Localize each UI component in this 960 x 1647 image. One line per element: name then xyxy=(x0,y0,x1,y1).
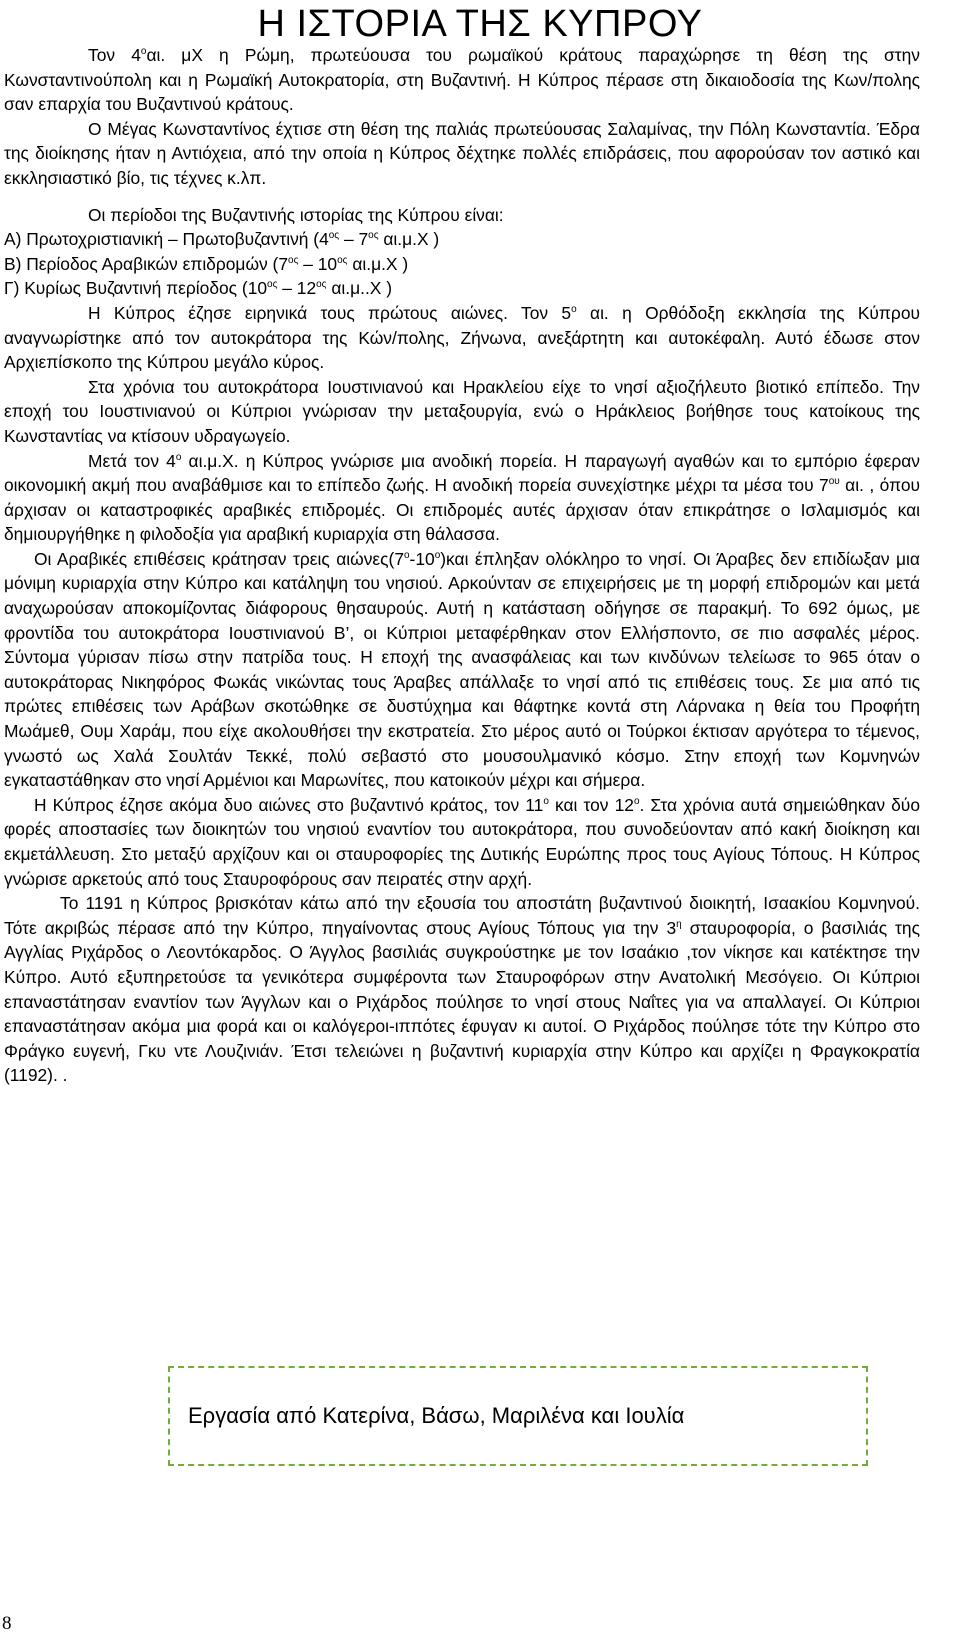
paragraph-8 xyxy=(4,891,920,1088)
text-span: αι. η Ορθόδοξη εκκλησία της Κύπρου αναγνωρίστηκε από τον αυτοκράτορα της Κών/πολης, Ζήνωνα, ανεξάρτητη και αυτοκέφαλη. Αυτό έδωσε στον Αρχιεπίσκοπο της Κύπρου μεγάλο κύρος. xyxy=(4,302,920,373)
text-span: Η Κύπρος έζησε ακόμα δυο αιώνες στο βυζαντινό κράτος, τον 11 xyxy=(34,794,544,815)
superscript: ο xyxy=(175,451,182,463)
superscript: ος xyxy=(316,279,327,291)
text-span: -10 xyxy=(409,548,435,569)
text-span: Η Κύπρος έζησε ειρηνικά τους πρώτους αιώνες. Τον 5 xyxy=(88,302,572,323)
credits-box xyxy=(168,1366,868,1466)
superscript: ος xyxy=(267,279,278,291)
superscript: ο xyxy=(543,796,549,808)
text-span: – 7 xyxy=(339,229,369,250)
text-span: – 10 xyxy=(298,253,338,274)
paragraph-1 xyxy=(4,43,920,117)
period-item-c xyxy=(4,276,920,301)
period-item-b xyxy=(4,252,920,277)
text-span: Το 1191 η Κύπρος βρισκόταν κάτω από την εξουσία του αποστάτη βυζαντινού διοικητή, Ισαακίου Κομνηνού. Τότε ακριβώς πέρασε από την Κύπρο, πηγαίνοντας στους Αγίους Τόπους για την 3 xyxy=(4,893,920,938)
text-span: – 12 xyxy=(277,278,317,299)
superscript: ο xyxy=(403,550,410,562)
superscript: η xyxy=(676,918,682,930)
page-number: 8 xyxy=(2,1613,12,1634)
superscript: ο xyxy=(633,796,640,808)
text-span: )και έπληξαν ολόκληρο το νησί. Οι Άραβες δεν επιδίωξαν μια μόνιμη κυριαρχία στην Κύπρο και κατάληψη του νησιού. Αρκούνταν σε επιχειρήσεις με τη μορφή επιδρομών και μετά αναχωρούσαν αποκομίζοντας διάφορους θησαυρούς. Αυτή η κατάσταση οδήγησε σε παρακμή. Το 692 όμως, με φροντίδα του αυτοκράτορα Ιουστινιανού Β’, οι Κύπριοι μεταφέρθηκαν στον Ελλήσποντο, σε πιο ασφαλές μέρος. Σύντομα γύρισαν πίσω στην πατρίδα τους. Η εποχή της ανασφάλειας και των κινδύνων τελείωσε το 965 όταν ο αυτοκράτορας Νικηφόρος Φωκάς νικώντας τους Άραβες απάλλαξε το νησί από τις επιθέσεις τους. Σε μια από τις πρώτες επιθέσεις των Αράβων σκοτώθηκε σε δυστύχημα και θάφτηκε κοντά στη Λάρνακα η θεία του Προφήτη Μωάμεθ, Ουμ Χαράμ, που είχε ακολουθήσει την εκστρατεία. Στο μέρος αυτό οι Τούρκοι έκτισαν αργότερα το τέμενος, γνωστό ως Χαλά Σουλτάν Τεκκέ, πολύ σεβαστό στο μουσουλμανικό κόσμο. Στην εποχή των Κομνηνών εγκαταστάθηκαν στο νησί Αρμένιοι και Μαρωνίτες, που κατοικούν μέχρι και σήμερα. xyxy=(4,548,920,791)
text-span: Μετά τον 4 xyxy=(88,450,176,471)
text-span: σταυροφορία, ο βασιλιάς της Αγγλίας Ριχάρδος ο Λεοντόκαρδος. Ο Άγγλος βασιλιάς συγκρούστηκε με τον Ισαάκιο ,τον νίκησε και κατέκτησε την Κύπρο. Αυτό εξυπηρετούσε τα γενικότερα συμφέροντα των Σταυροφόρων στην Ανατολική Μεσόγειο. Οι Κύπριοι επαναστάτησαν εναντίον των Άγγλων και ο Ριχάρδος πούλησε το νησί στους Ναΐτες για να απαλλαγεί. Οι Κύπριοι επαναστάτησαν ακόμα μια φορά και οι καλόγεροι-ιππότες έφυγαν κι αυτοί. Ο Ριχάρδος πούλησε τότε την Κύπρο στο Φράγκο ευγενή, Γκυ ντε Λουζινιάν. Έτσι τελειώνει η βυζαντινή κυριαρχία στην Κύπρο και αρχίζει η Φραγκοκρατία (1192). . xyxy=(4,917,920,1086)
superscript: ος xyxy=(328,230,340,242)
credits-text: Εργασία από Κατερίνα, Βάσω, Μαριλένα και Ιουλία xyxy=(188,1403,685,1428)
paragraph-2: Ο Μέγας Κωνσταντίνος έχτισε στη θέση της παλιάς πρωτεύουσας Σαλαμίνας, την Πόλη Κωνσταντία. Έδρα της διοίκησης ήταν η Αντιόχεια, από την οποία η Κύπρος δέχτηκε πολλές επιδράσεις, που αφορούσαν τον αστικό και εκκλησιαστικό βίο, τις τέχνες κ.λπ. xyxy=(4,118,920,188)
superscript: ος xyxy=(288,254,299,266)
superscript: ο xyxy=(571,304,577,316)
paragraph-6 xyxy=(4,547,920,793)
paragraph-7 xyxy=(4,793,920,891)
paragraph-4: Στα χρόνια του αυτοκράτορα Ιουστινιανού και Ηρακλείου είχε το νησί αξιοζήλευτο βιοτικό επίπεδο. Την εποχή του Ιουστινιανού οι Κύπριοι γνώρισαν την μεταξουργία, ενώ ο Ηράκλειος βοήθησε τους κατοίκους της Κωνσταντίας να κτίσουν υδραγωγείο. xyxy=(4,376,920,446)
period-list xyxy=(4,203,920,301)
superscript: ο xyxy=(140,46,147,58)
text-span: Β) Περίοδος Αραβικών επιδρομών (7 xyxy=(4,253,289,274)
text-span: αι.μ.Χ ) xyxy=(347,253,409,274)
text-span: αι.μ..Χ ) xyxy=(326,278,393,299)
text-span: Γ) Κυρίως Βυζαντινή περίοδος (10 xyxy=(4,278,268,299)
text-span: Τον 4 xyxy=(88,45,141,65)
text-span: και τον 12 xyxy=(548,794,634,815)
superscript: ο xyxy=(434,550,441,562)
period-list-intro: Οι περίοδοι της Βυζαντινής ιστορίας της Κύπρου είναι: xyxy=(88,204,504,225)
period-item-a xyxy=(4,227,920,252)
text-span: αι.μ.Χ. η Κύπρος γνώρισε μια ανοδική πορεία. Η παραγωγή αγαθών και το εμπόριο έφεραν οικονομική ακμή που αναβάθμισε και το επίπεδο ζωής. Η ανοδική πορεία συνεχίστηκε μέχρι τα μέσα του 7 xyxy=(4,450,920,496)
superscript: ος xyxy=(337,254,348,266)
text-span: Α) Πρωτοχριστιανική – Πρωτοβυζαντινή (4 xyxy=(4,229,329,250)
text-span: αι. , όπου άρχισαν οι καταστροφικές αραβικές επιδρομές. Οι επιδρομές αυτές άρχισαν όταν επικράτησε ο Ισλαμισμός και δημιουργήθηκε η φιλοδοξία για αραβική κυριαρχία στη θάλασσα. xyxy=(4,475,921,545)
text-span: αι.μ.Χ ) xyxy=(378,229,440,250)
paragraph-3 xyxy=(4,301,920,375)
text-span: . Στα χρόνια αυτά σημειώθηκαν δύο φορές αποστασίες των διοικητών του νησιού εναντίον του αυτοκράτορα, που συνοδεύονταν από κακή διοίκηση και εκμετάλλευση. Στο μεταξύ αρχίζουν και οι σταυροφορίες της Δυτικής Ευρώπης προς τους Αγίους Τόπους. Η Κύπρος γνώρισε αρκετούς από τους Σταυροφόρους σαν πειρατές στην αρχή. xyxy=(4,794,920,889)
superscript: ου xyxy=(828,476,840,488)
page-title: Η ΙΣΤΟΡΙΑ ΤΗΣ ΚΥΠΡΟΥ xyxy=(257,3,703,45)
article-body xyxy=(4,43,920,1088)
text-span: Οι Αραβικές επιθέσεις κράτησαν τρεις αιώνες(7 xyxy=(34,548,404,569)
superscript: ος xyxy=(368,230,379,242)
paragraph-5 xyxy=(4,449,920,547)
text-span: αι. μΧ η Ρώμη, πρωτεύουσα του ρωμαϊκού κράτους παραχώρησε τη θέση της στην Κωνσταντινούπολη και η Ρωμαϊκή Αυτοκρατορία, στη Βυζαντινή. Η Κύπρος πέρασε στη δικαιοδοσία της Κων/πολης σαν επαρχία του Βυζαντινού κράτους. xyxy=(4,45,920,115)
